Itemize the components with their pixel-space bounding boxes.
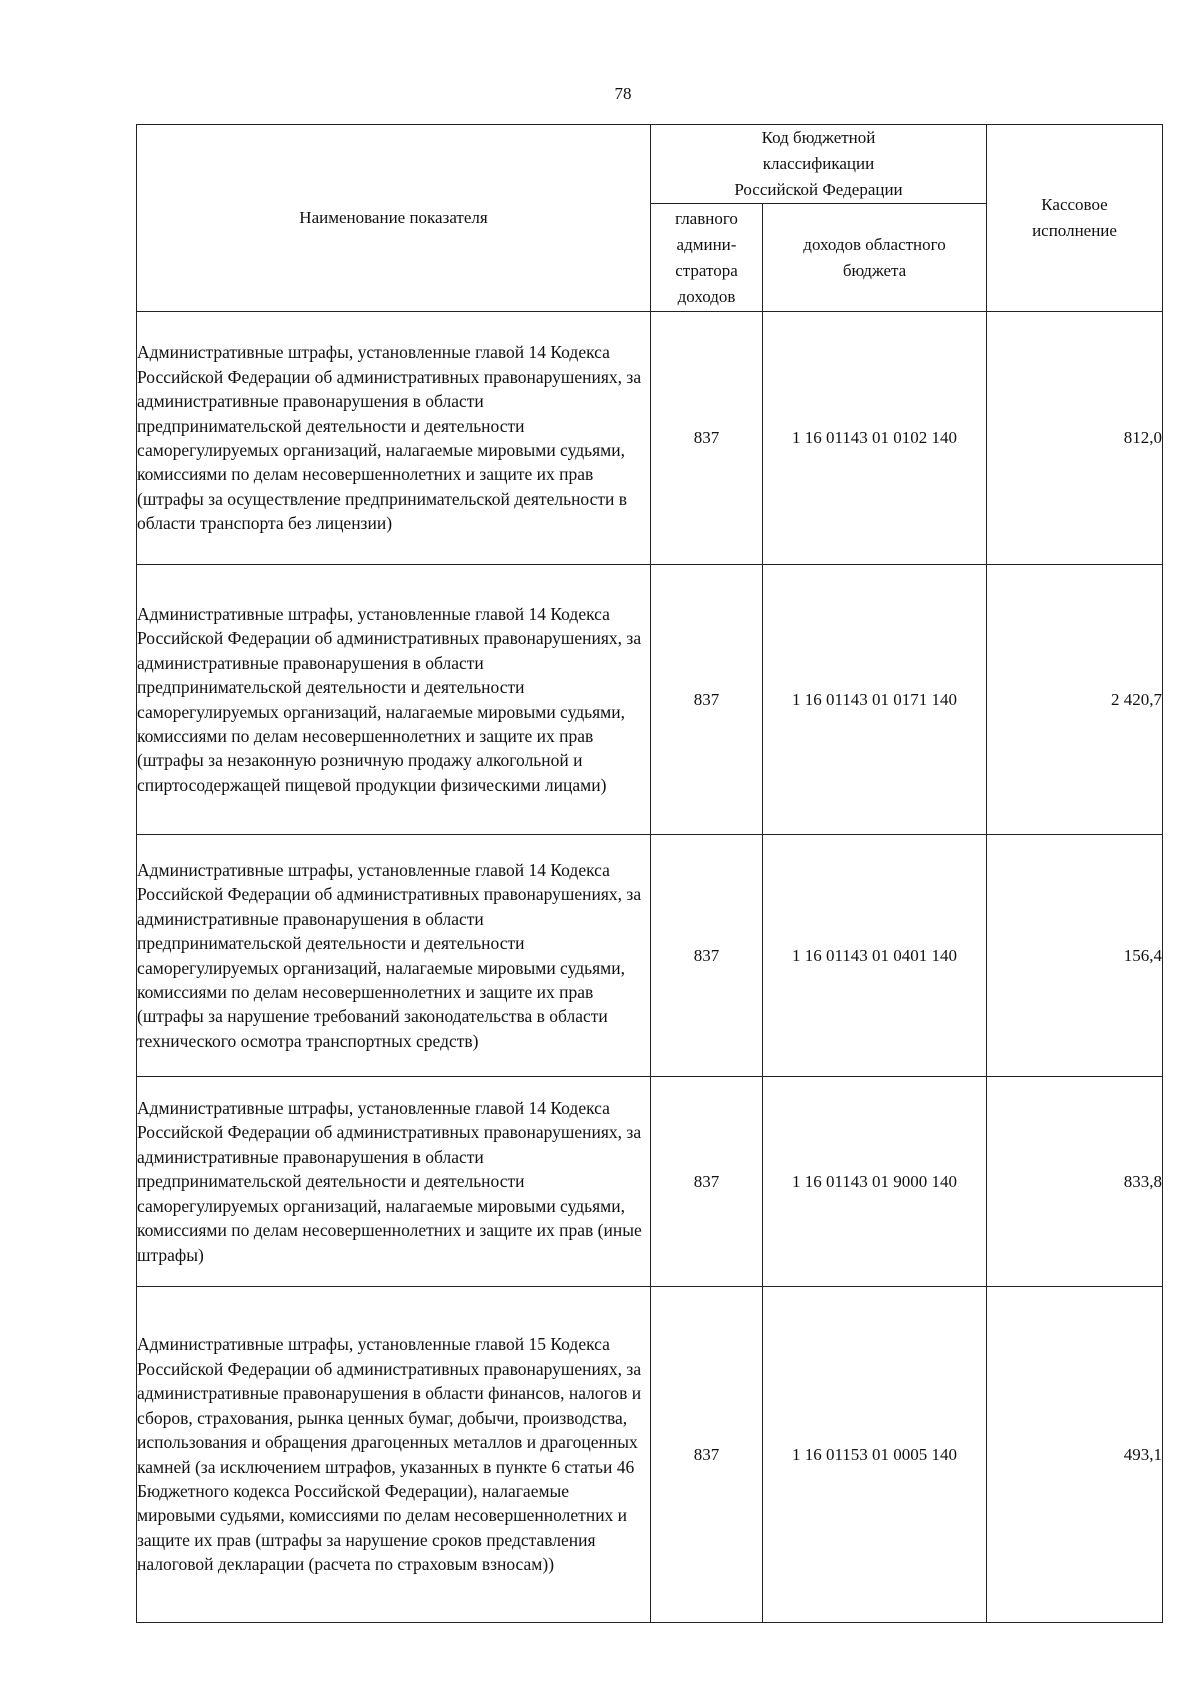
row-admin-code: 837 (651, 1077, 763, 1287)
page-number: 78 (614, 84, 632, 103)
row-admin-code: 837 (651, 312, 763, 565)
header-amount: Кассовое исполнение (987, 125, 1163, 312)
table-row (137, 1077, 1163, 1287)
table-row (137, 835, 1163, 1077)
row-amount: 812,0 (987, 312, 1163, 565)
header-code: доходов областного бюджета (763, 204, 987, 312)
header-name: Наименование показателя (137, 125, 651, 312)
row-admin-code: 837 (651, 1287, 763, 1623)
row-name: Административные штрафы, установленные главой 15 Кодекса Российской Федерации об административных правонарушениях, за административные правонарушения в области финансов, налогов и сборов, страхования, рынка ценных бумаг, добычи, производства, использования и обращения драгоценных металлов и драгоценных камней (за исключением штрафов, указанных в пункте 6 статьи 46 Бюджетного кодекса Российской Федерации), налагаемые мировыми судьями, комиссиями по делам несовершеннолетних и защите их прав (штрафы за нарушение сроков представления налоговой декларации (расчета по страховым взносам)) (137, 1287, 651, 1623)
row-admin-code: 837 (651, 835, 763, 1077)
row-budget-code: 1 16 01143 01 0171 140 (763, 565, 987, 835)
table-row (137, 1287, 1163, 1623)
row-name: Административные штрафы, установленные главой 14 Кодекса Российской Федерации об административных правонарушениях, за административные правонарушения в области предпринимательской деятельности и деятельности саморегулируемых организаций, налагаемые мировыми судьями, комиссиями по делам несовершеннолетних и защите их прав (штрафы за нарушение требований законодательства в области технического осмотра транспортных средств) (137, 835, 651, 1077)
table-row (137, 565, 1163, 835)
row-budget-code: 1 16 01143 01 0401 140 (763, 835, 987, 1077)
row-budget-code: 1 16 01143 01 0102 140 (763, 312, 987, 565)
header-kbk-group: Код бюджетной классификации Российской Федерации (651, 125, 987, 204)
row-budget-code: 1 16 01153 01 0005 140 (763, 1287, 987, 1623)
budget-table (136, 124, 1163, 1623)
row-name: Административные штрафы, установленные главой 14 Кодекса Российской Федерации об административных правонарушениях, за административные правонарушения в области предпринимательской деятельности и деятельности саморегулируемых организаций, налагаемые мировыми судьями, комиссиями по делам несовершеннолетних и защите их прав (иные штрафы) (137, 1077, 651, 1287)
row-admin-code: 837 (651, 565, 763, 835)
row-amount: 156,4 (987, 835, 1163, 1077)
row-amount: 2 420,7 (987, 565, 1163, 835)
row-name: Административные штрафы, установленные главой 14 Кодекса Российской Федерации об административных правонарушениях, за административные правонарушения в области предпринимательской деятельности и деятельности саморегулируемых организаций, налагаемые мировыми судьями, комиссиями по делам несовершеннолетних и защите их прав (штрафы за незаконную розничную продажу алкогольной и спиртосодержащей пищевой продукции физическими лицами) (137, 565, 651, 835)
header-admin: главного админи-стратора доходов (651, 204, 763, 312)
row-amount: 493,1 (987, 1287, 1163, 1623)
row-budget-code: 1 16 01143 01 9000 140 (763, 1077, 987, 1287)
row-amount: 833,8 (987, 1077, 1163, 1287)
table-row (137, 312, 1163, 565)
row-name: Административные штрафы, установленные главой 14 Кодекса Российской Федерации об административных правонарушениях, за административные правонарушения в области предпринимательской деятельности и деятельности саморегулируемых организаций, налагаемые мировыми судьями, комиссиями по делам несовершеннолетних и защите их прав (штрафы за осуществление предпринимательской деятельности в области транспорта без лицензии) (137, 312, 651, 565)
